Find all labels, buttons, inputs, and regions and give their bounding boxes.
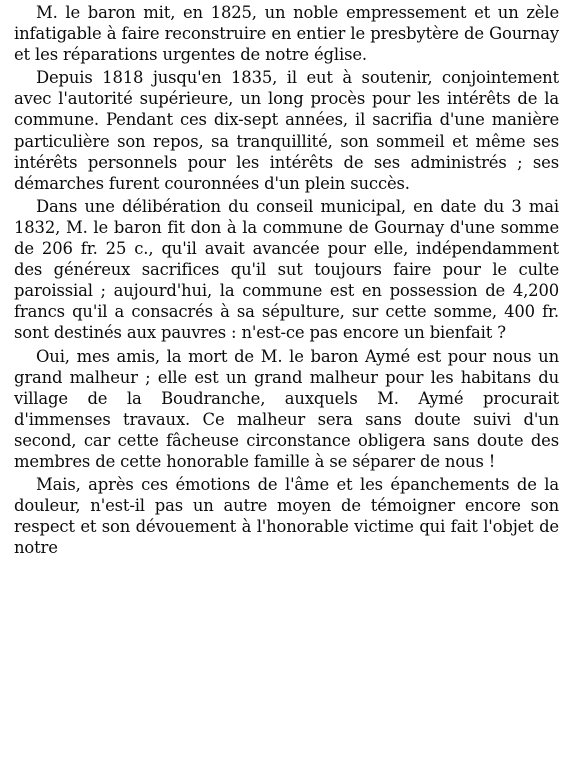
paragraph-misfortune: Oui, mes amis, la mort de M. le baron Aymé est pour nous un grand malheur ; elle est un grand malheur pour les habitans du village de la Boudranche, auxquels M. Aymé procurait d'immenses travaux. Ce malheur sera sans doute suivi d'un second, car cette fâcheuse circonstance obligera sans doute des membres de cette honorable famille à se séparer de nous ! — [14, 346, 559, 471]
paragraph-reconstruction: M. le baron mit, en 1825, un noble empressement et un zèle infatigable à faire reconstruire en entier le presbytère de Gournay et les réparations urgentes de notre église. — [14, 3, 559, 65]
paragraph-lawsuit: Depuis 1818 jusqu'en 1835, il eut à soutenir, conjointement avec l'autorité supérieure, un long procès pour les intérêts de la commune. Pendant ces dix-sept années, il sacrifia d'une manière particulière son repos, sa tranquillité, son sommeil et même ses intérêts personnels pour les intérêts de ses administrés ; ses démarches furent couronnées d'un plein succès. — [14, 68, 559, 193]
document-page — [14, 2, 559, 560]
paragraph-donation: Dans une délibération du conseil municipal, en date du 3 mai 1832, M. le baron fit don à la commune de Gournay d'une somme de 206 fr. 25 c., qu'il avait avancée pour elle, indépendamment des généreux sacrifices qu'il sut toujours faire pour le culte paroissial ; aujourd'hui, la commune est en possession de 4,200 francs qu'il a consacrés à sa sépulture, sur cette somme, 400 fr. sont destinés aux pauvres : n'est-ce pas encore un bienfait ? — [14, 196, 559, 343]
paragraph-tribute: Mais, après ces émotions de l'âme et les épanchements de la douleur, n'est-il pas un autre moyen de témoigner encore son respect et son dévouement à l'honorable victime qui fait l'objet de notre — [14, 475, 559, 558]
